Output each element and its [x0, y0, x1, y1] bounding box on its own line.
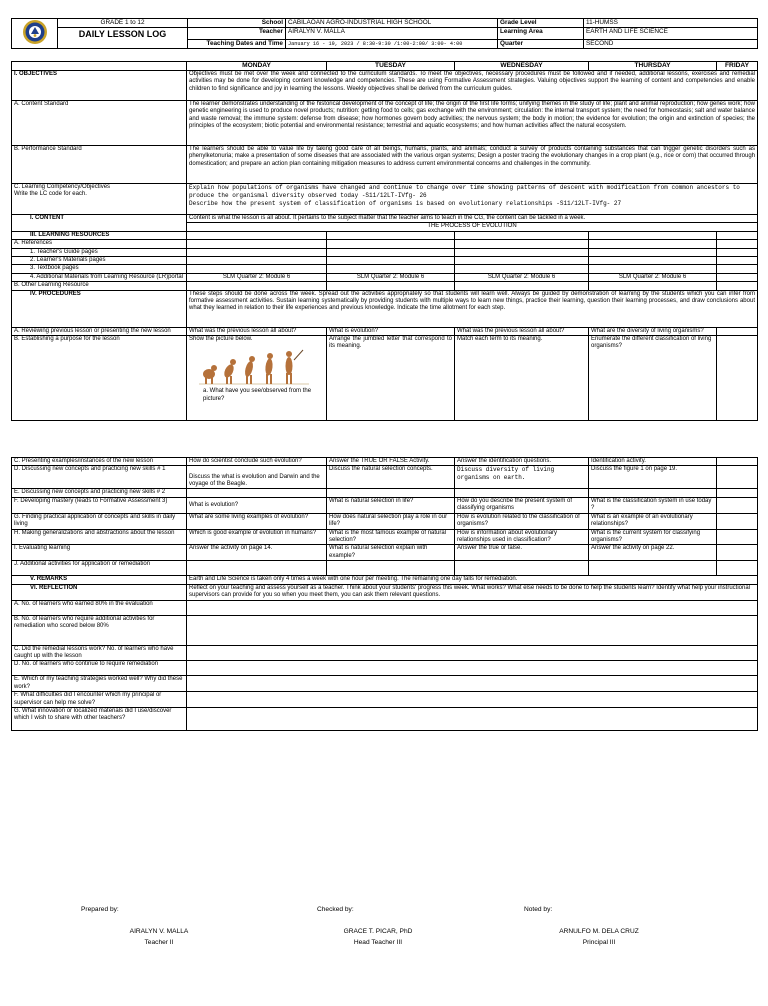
- proc-b-thursday: Enumerate the different classification of living organisms?: [589, 336, 717, 421]
- proc-h-tuesday: What is the most famous example of natural selection?: [327, 529, 455, 545]
- logo-cell: [12, 19, 58, 49]
- day-thursday: THURSDAY: [589, 62, 717, 71]
- deped-seal-logo-icon: [22, 19, 48, 45]
- reflection-text: Reflect on your teaching and assess yourself as a teacher. Think about your students' progress this week. What works? What else needs to be done to help the students learn? Identify what help your instructional supervisors can provide for you so when you meet them, you can ask them relevant questions.: [187, 584, 758, 600]
- proc-a-wednesday: What was the previous lesson all about?: [455, 327, 589, 335]
- module-thursday: SLM Quarter 2: Module 6: [589, 273, 717, 281]
- proc-g-tuesday: How does natural selection play a role in our life?: [327, 513, 455, 529]
- proc-i-wednesday: Answer the true or false.: [455, 545, 589, 561]
- learning-competency-2: Describe how the present system of classification of organisms is based on evolutionary relationships -S11/12LT-IVfg- 27: [189, 200, 622, 207]
- learning-competency-1: Explain how populations of organisms have changed and continue to change over time showing patterns of descent with modification from common ancestors to produce the organismal diversity observed today -S11/12LT-IVfg- 26: [189, 184, 740, 199]
- signature-block: [11, 906, 757, 952]
- learning-competency-text: [187, 184, 758, 215]
- learning-area-value: EARTH AND LIFE SCIENCE: [584, 28, 758, 40]
- proc-a-label: A. Reviewing previous lesson or presenting the new lesson: [12, 327, 187, 335]
- learning-area-label: Learning Area: [498, 28, 584, 40]
- proc-f-wednesday: How do you describe the present system of classifying organisms: [455, 497, 589, 513]
- proc-d-wednesday: Discuss diversity of living organisms on earth.: [455, 466, 589, 489]
- content-standard-label: A. Content Standard: [12, 101, 187, 146]
- remarks-label: V. REMARKS: [12, 576, 187, 584]
- grade-level-value: 11-HUMSS: [584, 19, 758, 28]
- module-tuesday: SLM Quarter 2: Module 6: [327, 273, 455, 281]
- module-wednesday: SLM Quarter 2: Module 6: [455, 273, 589, 281]
- daily-lesson-log: [11, 18, 757, 731]
- proc-i-label: I. Evaluating learning: [12, 545, 187, 561]
- learning-resources-label: III. LEARNING RESOURCES: [12, 231, 187, 239]
- proc-a-thursday: What are the diversity of living organisms?: [589, 327, 717, 335]
- reflection-item-a: A. No. of learners who earned 80% in the evaluation: [12, 600, 187, 615]
- proc-c-label: C. Presenting examples/instances of the new lesson: [12, 458, 187, 466]
- proc-f-tuesday: What is natural selection in life?: [327, 497, 455, 513]
- proc-d-monday: Discuss the what is evolution and Darwin and the voyage of the Beagle.: [187, 466, 327, 489]
- references-label: A. References: [12, 240, 187, 248]
- proc-c-monday: How do scientist conclude such evolution?: [187, 458, 327, 466]
- day-wednesday: WEDNESDAY: [455, 62, 589, 71]
- school-value: CABILAOAN AGRO-INDUSTRIAL HIGH SCHOOL: [286, 19, 498, 28]
- prepared-title: Teacher II: [144, 939, 174, 946]
- proc-d-label: D. Discussing new concepts and practicing new skills # 1: [12, 466, 187, 489]
- proc-j-label: J. Additional activities for application or remediation: [12, 561, 187, 576]
- proc-i-monday: Answer the activity on page 14.: [187, 545, 327, 561]
- teacher-label: Teacher: [188, 28, 286, 40]
- header-table: [11, 18, 758, 49]
- proc-h-thursday: What is the current system for classifying organisms?: [589, 529, 717, 545]
- reflection-item-e: E. Which of my teaching strategies worked well? Why did these work?: [12, 676, 187, 692]
- proc-g-wednesday: How is evolution related to the classification of organisms?: [455, 513, 589, 529]
- textbook-pages-label: 3. Textbook pages: [12, 265, 187, 273]
- proc-g-thursday: What is an example of an evolutionary relationships?: [589, 513, 717, 529]
- day-monday: MONDAY: [187, 62, 327, 71]
- additional-materials-label: 4. Additional Materials from Learning Resource (LR)portal: [12, 273, 187, 281]
- proc-d-tuesday: Discuss the natural selection concepts.: [327, 466, 455, 489]
- content-topic: THE PROCESS OF EVOLUTION: [187, 223, 758, 231]
- proc-h-label: H. Making generalizations and abstractions about the lesson: [12, 529, 187, 545]
- content-label: I. CONTENT: [12, 215, 187, 232]
- proc-a-tuesday: What is evolution?: [327, 327, 455, 335]
- objectives-label: I. OBJECTIVES: [12, 71, 187, 101]
- evolution-of-man-illustration-icon: [199, 346, 309, 386]
- noted-title: Principal III: [582, 939, 616, 946]
- reflection-item-b: B. No. of learners who require additional activities for remediation who scored below 80%: [12, 615, 187, 645]
- grade-level-label: Grade Level: [498, 19, 584, 28]
- performance-standard-label: B. Performance Standard: [12, 146, 187, 184]
- proc-g-monday: What are some living examples of evolution?: [187, 513, 327, 529]
- checked-by-label: Checked by:: [317, 906, 354, 913]
- proc-c-wednesday: Answer the identification questions.: [455, 458, 589, 466]
- proc-d-thursday: Discuss the figure 1 on page 19.: [589, 466, 717, 489]
- proc-h-wednesday: How is information about evolutionary relationships used in classification?: [455, 529, 589, 545]
- checked-title: Head Teacher III: [353, 939, 403, 946]
- reflection-item-f: F. What difficulties did I encounter which my principal or supervisor can help me solve?: [12, 692, 187, 708]
- proc-f-thursday: What is the classification system in use today ?: [589, 497, 717, 513]
- objectives-text: Objectives must be met over the week and connected to the curriculum standards. To meet the objectives, necessary procedures must be followed and if needed, additional lessons, exercises and remedial activities may be done for developing content knowledge and competencies. These are using Formative Assessment strategies. Valuing objectives support the learning of content and competencies and enable children to find significance and joy in learning the lessons. Weekly objectives shall be derived from the curriculum guides.: [187, 71, 758, 101]
- module-monday: SLM Quarter 2: Module 6: [187, 273, 327, 281]
- teachers-guide-label: 1. Teacher's Guide pages: [12, 248, 187, 256]
- noted-name: ARNULFO M. DELA CRUZ: [559, 928, 639, 935]
- learning-competency-sub: Write the LC code for each.: [14, 191, 87, 198]
- proc-i-thursday: Answer the activity on page 22.: [589, 545, 717, 561]
- proc-f-label: F. Developing mastery (leads to Formative Assessment 3): [12, 497, 187, 513]
- proc-f-monday: What is evolution?: [187, 497, 327, 513]
- proc-c-thursday: Identification activity.: [589, 458, 717, 466]
- proc-c-tuesday: Answer the TRUE OR FALSE Activity.: [327, 458, 455, 466]
- checked-name: GRACE T. PICAR, PhD: [343, 928, 413, 935]
- teacher-value: AIRALYN V. MALLA: [286, 28, 498, 40]
- procedures-label: IV. PROCEDURES: [12, 290, 187, 327]
- performance-standard-text: The learners should be able to value life by taking good care of all beings, humans, plants, and animals; conduct a survey of products containing substances that can trigger genetic disorders such as phenylketonuria; make a presentation of some diseases that are associated with the various organ systems; Design a poster tracing the evolutionary changes in a crop plant (e.g., rice or corn) that occurred through domestication; and prepare an action plan containing mitigation measures to address current environmental concerns and challenges in the community.: [187, 146, 758, 184]
- proc-b-monday-question: a. What have you see/observed from the picture?: [203, 388, 312, 402]
- learners-materials-label: 2. Learner's Materials pages: [12, 257, 187, 265]
- quarter-value: SECOND: [584, 40, 758, 49]
- proc-a-monday: What was the previous lesson all about?: [187, 327, 327, 335]
- proc-b-wednesday: Match each term to its meaning.: [455, 336, 589, 421]
- proc-g-label: G. Finding practical application of concepts and skills in daily living: [12, 513, 187, 529]
- dates-value: January 16 - 19, 2023 / 8:30-9:30 /1:00-2:00/ 3:00- 4:00: [286, 40, 498, 49]
- school-label: School: [188, 19, 286, 28]
- proc-b-label: B. Establishing a purpose for the lesson: [12, 336, 187, 421]
- day-tuesday: TUESDAY: [327, 62, 455, 71]
- proc-b-monday: [187, 336, 327, 421]
- proc-h-monday: Which is good example of evolution in humans?: [187, 529, 327, 545]
- reflection-label: VI. REFLECTION: [12, 584, 187, 600]
- quarter-label: Quarter: [498, 40, 584, 49]
- content-text: Content is what the lesson is all about. It pertains to the subject matter that the teacher aims to teach in the CG, the content can be tackled in a week.: [187, 215, 758, 223]
- doc-title: DAILY LESSON LOG: [58, 28, 188, 49]
- prepared-by-label: Prepared by:: [81, 906, 119, 913]
- content-standard-text: The learner demonstrates understanding of the historical development of the concept of life; the origin of the first life forms; unifying themes in the study of life; plant and animal reproduction; how genes work; how genetic engineering is used to produce novel products; nutrition: getting food to cells; gas exchange with the environment; circulation: the internal transport system; the need for homeostasis; salt and water balance and waste removal; the immune system: defense from disease; how hormones govern body activities; the nervous system; the body in motion; the evidence for evolution; the origin and extinction of species; the principles of the ecosystem; biotic potential and environmental resistance; terrestrial and aquatic ecosystems; and how human activities affect the natural ecosystem.: [187, 101, 758, 146]
- proc-e-label: E. Discussing new concepts and practicing new skills # 2: [12, 489, 187, 497]
- reflection-item-d: D. No. of learners who continue to require remediation: [12, 661, 187, 676]
- day-friday: FRIDAY: [717, 62, 758, 71]
- reflection-item-g: G. What innovation or localized materials did I use/discover which I wish to share with other teachers?: [12, 707, 187, 730]
- day-header-blank: [12, 62, 187, 71]
- proc-b-tuesday: Arrange the jumbled letter that correspond to its meaning.: [327, 336, 455, 421]
- remarks-text: Earth and Life Science is taken only 4 times a week with one hour per meeting. The remaining one day falls for remediation.: [187, 576, 758, 584]
- proc-b-monday-text: Show the picture below.: [189, 336, 253, 343]
- proc-i-tuesday: What is natural selection explain with example?: [327, 545, 455, 561]
- learning-competency-cell: [12, 184, 187, 215]
- procedures-text: These steps should be done across the week. Spread out the activities appropriately so that students will learn well. Always be guided by demonstration of learning by the students which you can infer from formative assessment activities. Sustain learning systematically by providing students with multiple ways to learn new things, practice their learning, question their learning processes, and draw conclusions about what they learned in relation to their life experiences and previous knowledge. Indicate the time allotment for each step.: [187, 290, 758, 327]
- noted-by-label: Noted by:: [524, 906, 553, 913]
- lesson-table-part-2: [11, 457, 758, 731]
- learning-competency-label: C. Learning Competency/Objectives: [14, 184, 111, 190]
- prepared-name: AIRALYN V. MALLA: [129, 928, 189, 935]
- lesson-table-part-1: [11, 61, 758, 421]
- other-resource-label: B. Other Learning Resource: [12, 282, 187, 290]
- grade-range: GRADE 1 to 12: [58, 19, 188, 28]
- reflection-item-c: C. Did the remedial lessons work? No. of learners who have caught up with the lesson: [12, 645, 187, 661]
- day-header-row: [12, 62, 758, 71]
- dates-label: Teaching Dates and Time: [188, 40, 286, 49]
